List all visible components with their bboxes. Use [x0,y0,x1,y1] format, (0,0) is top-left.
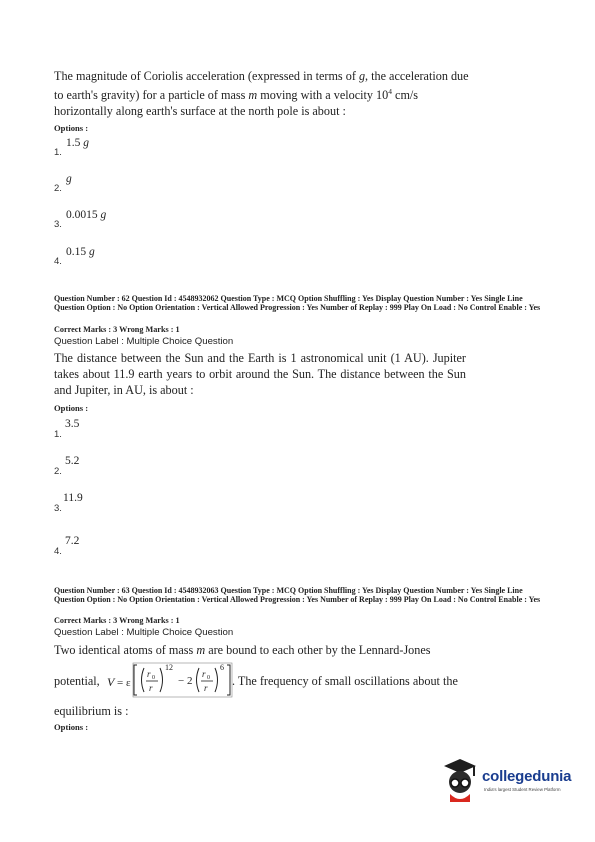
question-63-marks: Correct Marks : 3 Wrong Marks : 1 [54,616,180,625]
question-63-meta: Question Number : 63 Question Id : 4548932063 Question Type : MCQ Option Shuffling : Yes Display Question Number : Yes Single Line Question Option : No Option Orientation : Vertical Allowed Progression : Yes Number of Replay : 999 Play On Load : No Control Enable : Yes [54,586,541,604]
logo-wordmark: collegedunia [482,768,572,785]
option-value: 5.2 [65,455,80,467]
option-number: 3. [54,219,62,230]
option-number: 2. [54,466,62,477]
question-63-line1: Two identical atoms of mass m are bound to each other by the Lennard-Jones [54,643,431,657]
question-63-equation-line [54,662,474,698]
option-value: 11.9 [63,492,83,504]
option-value: 0.0015 g [66,209,107,221]
svg-text:r: r [147,669,151,679]
svg-text:− 2: − 2 [178,675,193,687]
eq-V: V [107,675,115,689]
collegedunia-logo [440,758,590,808]
option-value: 1.5 g [66,137,89,149]
option-value: 3.5 [65,418,80,430]
option-number: 1. [54,147,62,158]
option-number: 4. [54,256,62,267]
option-number: 2. [54,183,62,194]
potential-label: potential, [54,674,100,688]
svg-text:r: r [204,683,208,693]
question-63-label: Question Label : Multiple Choice Question [54,627,234,638]
option-number: 3. [54,503,62,514]
question-62-text: The distance between the Sun and the Earth is 1 astronomical unit (1 AU). Jupiter takes about 11.9 earth years to orbit around the Sun. The distance between the Sun and Jupiter, in AU, is about : [54,351,466,397]
logo-tagline: India's largest Student Review Platform [484,787,561,792]
eq-eps: = ε [117,677,131,689]
svg-text:r: r [149,683,153,693]
question-62-meta: Question Number : 62 Question Id : 4548932062 Question Type : MCQ Option Shuffling : Yes Display Question Number : Yes Single Line Question Option : No Option Orientation : Vertical Allowed Progression : Yes Number of Replay : 999 Play On Load : No Control Enable : Yes [54,294,541,312]
options-label: Options : [54,123,89,133]
options-label: Options : [54,722,89,732]
question-61-text: The magnitude of Coriolis acceleration (expressed in terms of g, the acceleration due to earth's gravity) for a particle of mass m moving with a velocity $10^4$ cm/s horizontally along earth's surface at the north pole is about : [54,69,469,119]
graduate-mascot-icon [440,758,480,804]
option-number: 1. [54,429,62,440]
question-63-line3: equilibrium is : [54,704,129,718]
option-value: 0.15 g [66,246,95,258]
svg-text:r: r [202,669,206,679]
option-value: 7.2 [65,535,80,547]
svg-text:0: 0 [207,675,210,681]
options-label: Options : [54,403,89,413]
question-62-label: Question Label : Multiple Choice Question [54,336,234,347]
svg-text:0: 0 [152,675,155,681]
svg-text:12: 12 [165,663,173,672]
question-62-marks: Correct Marks : 3 Wrong Marks : 1 [54,325,180,334]
equation-continuation: . The frequency of small oscillations about the [232,674,458,688]
option-number: 4. [54,546,62,557]
svg-text:6: 6 [220,663,224,672]
option-value: g [66,173,72,185]
